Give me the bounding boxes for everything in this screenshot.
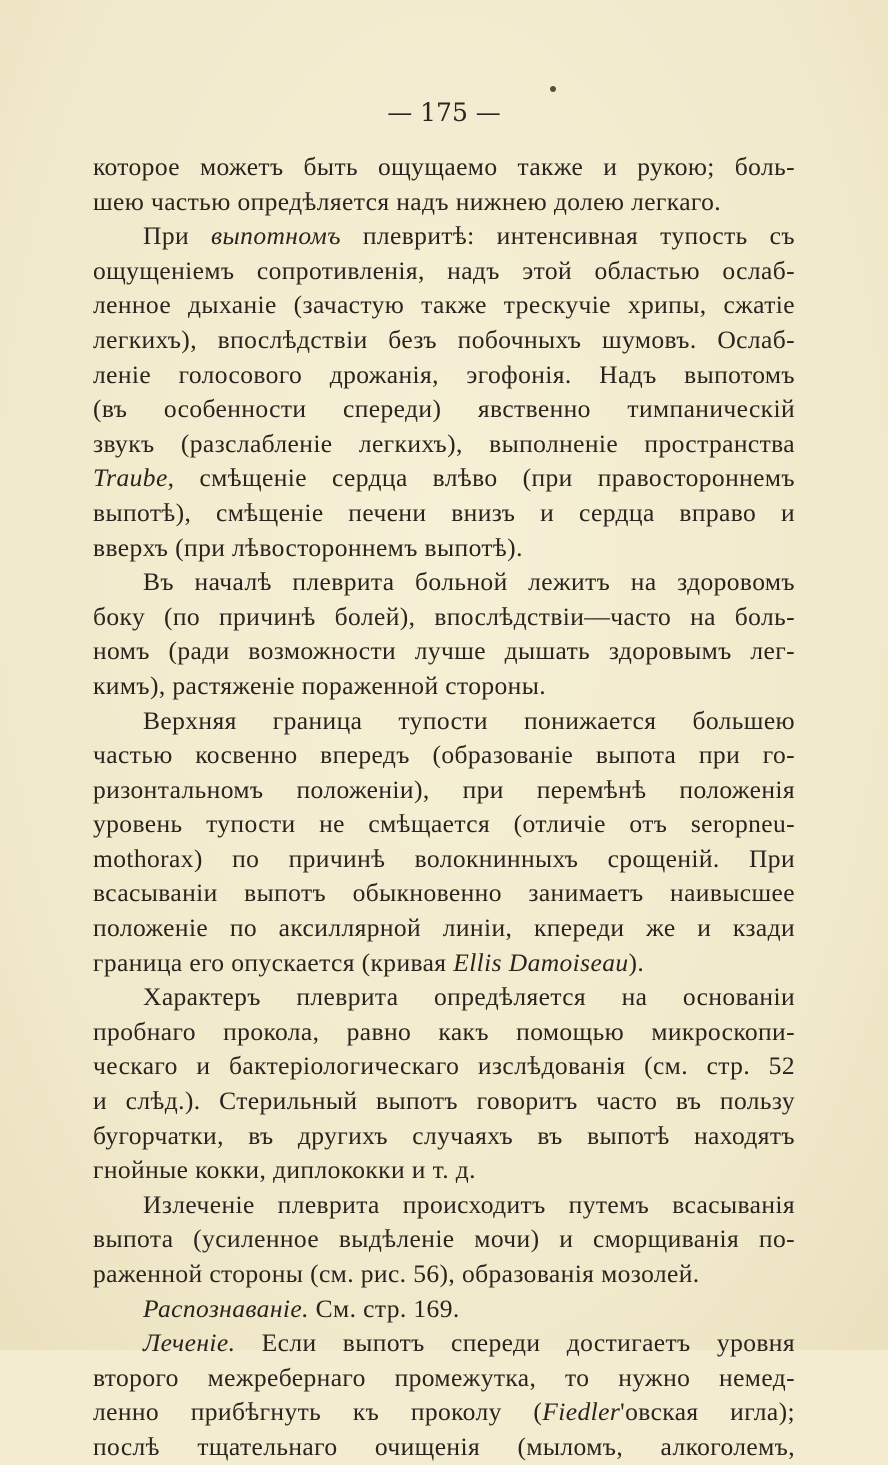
text-line: номъ (ради возможности лучше дышать здоровымъ лег- — [93, 636, 795, 666]
text-line: Леченіе. Если выпотъ спереди достигаетъ уровня — [143, 1328, 795, 1358]
text-line: боку (по причинѣ болей), впослѣдствіи—часто на боль- — [93, 601, 795, 631]
text-line: положеніе по аксиллярной линіи, кпереди же и кзади — [93, 913, 795, 943]
text-line: ленное дыханіе (зачастую также трескучіе хрипы, сжатіе — [93, 290, 795, 320]
text-line: гнойные кокки, диплококки и т. д. — [93, 1155, 476, 1185]
text-line: легкихъ), впослѣдствіи безъ побочныхъ шумовъ. Ослаб- — [93, 324, 795, 354]
text-line: Въ началѣ плеврита больной лежитъ на здоровомъ — [143, 567, 795, 597]
text-line: Излеченіе плеврита происходитъ путемъ всасыванія — [143, 1189, 795, 1219]
ink-spot — [550, 86, 556, 92]
text-line: частью косвенно впередъ (образованіе выпота при го- — [93, 740, 795, 770]
text-line: выпотѣ), смѣщеніе печени внизъ и сердца вправо и — [93, 497, 795, 527]
body-text — [93, 150, 795, 1465]
text-line: которое можетъ быть ощущаемо также и рукою; боль- — [93, 152, 795, 181]
text-line: вверхъ (при лѣвостороннемъ выпотѣ). — [93, 532, 523, 562]
text-line: всасываніи выпотъ обыкновенно занимаетъ наивысшее — [93, 878, 795, 908]
text-line: При выпотномъ плевритѣ: интенсивная тупость съ — [143, 221, 795, 251]
text-line: шею частью опредѣляется надъ нижнею долею легкаго. — [93, 186, 722, 216]
text-line: послѣ тщательнаго очищенія (мыломъ, алкоголемъ, — [93, 1431, 795, 1461]
text-line: Распознаваніе. См. стр. 169. — [143, 1293, 460, 1323]
text-line: уровень тупости не смѣщается (отличіе отъ seropneu- — [93, 809, 795, 839]
text-line: кимъ), растяженіе пораженной стороны. — [93, 670, 547, 700]
text-line: граница его опускается (кривая Ellis Damoiseau). — [93, 947, 645, 977]
text-line: и слѣд.). Стерильный выпотъ говоритъ часто въ пользу — [93, 1086, 795, 1116]
text-line: ризонтальномъ положеніи), при перемѣнѣ положенія — [93, 774, 795, 804]
page-number: — 175 — — [387, 98, 501, 127]
text-line: леніе голосового дрожанія, эгофонія. Надъ выпотомъ — [93, 359, 795, 389]
text-line: Traube, смѣщеніе сердца влѣво (при правостороннемъ — [93, 463, 795, 493]
text-line: ощущеніемъ сопротивленія, надъ этой областью ослаб- — [93, 255, 795, 285]
text-line: Характеръ плеврита опредѣляется на основаніи — [143, 982, 795, 1012]
text-line: раженной стороны (см. рис. 56), образованія мозолей. — [93, 1259, 700, 1288]
text-line: Верхняя граница тупости понижается большею — [143, 705, 795, 735]
text-line: бугорчатки, въ другихъ случаяхъ въ выпотѣ находятъ — [93, 1120, 795, 1150]
text-line: звукъ (разслабленіе легкихъ), выполненіе пространства — [93, 428, 795, 458]
text-line: выпота (усиленное выдѣленіе мочи) и сморщиванія по- — [93, 1224, 795, 1254]
text-line: mothorax) по причинѣ волокнинныхъ срощеній. При — [93, 843, 795, 873]
text-line: второго межребернаго промежутка, то нужно немед- — [93, 1362, 795, 1392]
text-line: ленно прибѣгнуть къ проколу (Fiedler'овская игла); — [93, 1397, 795, 1427]
text-line: ческаго и бактеріологическаго изслѣдованія (см. стр. 52 — [93, 1051, 795, 1081]
text-line: (въ особенности спереди) явственно тимпаническій — [93, 394, 795, 424]
text-line: пробнаго прокола, равно какъ помощью микроскопи- — [93, 1016, 795, 1046]
